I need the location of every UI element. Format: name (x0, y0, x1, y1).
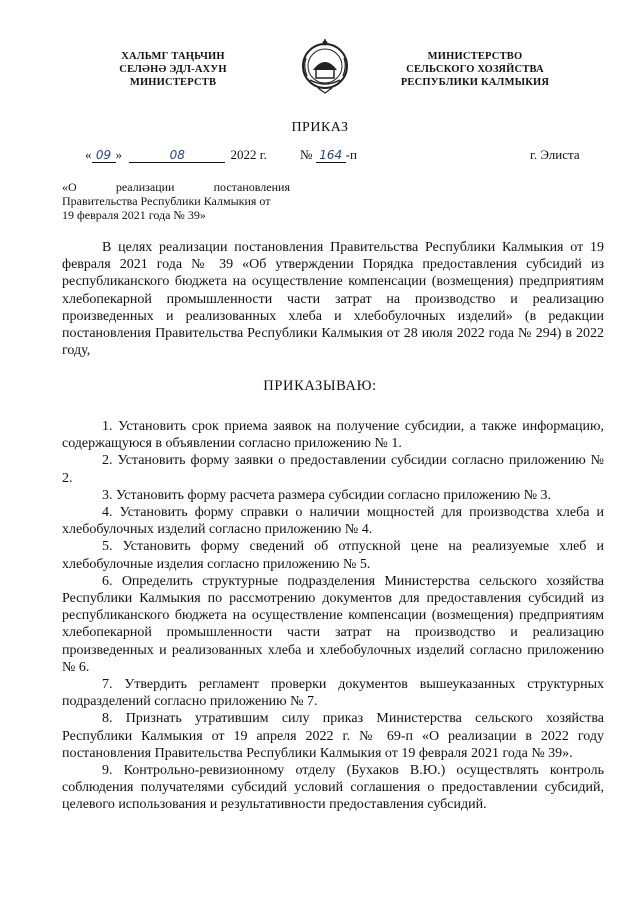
number-suffix: -п (345, 147, 357, 162)
preamble (62, 239, 604, 359)
order-item: 5. Установить форму сведений об отпускной цене на реализуемые хлеб и хлебобулочные изделия согласно приложению № 5. (62, 539, 604, 572)
subject-line: Правительства Республики Калмыкия от (62, 194, 271, 208)
order-item: 2. Установить форму заявки о предоставлении субсидии согласно приложению № 2. (62, 453, 604, 486)
kalmykia-emblem-icon (300, 36, 350, 94)
header-left-line: ХАЛЬМГ ТАҢЬЧИН (121, 51, 225, 62)
ministry-header-russian (390, 50, 560, 89)
order-subject (62, 180, 290, 222)
header-right-line: МИНИСТЕРСТВО (427, 51, 523, 62)
order-directive-heading: ПРИКАЗЫВАЮ: (263, 378, 377, 394)
order-number (300, 147, 357, 163)
order-item: 7. Утвердить регламент проверки документов вышеуказанных структурных подразделений согласно приложению № 7. (62, 677, 604, 710)
subject-word: реализации (115, 180, 175, 194)
order-items (62, 418, 604, 814)
header-right-line: СЕЛЬСКОГО ХОЗЯЙСТВА (406, 64, 544, 75)
order-date: « 09 » 08 2022 г. (85, 147, 267, 162)
order-item: 6. Определить структурные подразделения Министерства сельского хозяйства Республики Калмыкия по рассмотрению документов для предоставления субсидий из республиканского бюджета на осуществление компенсации (возмещения) предприятиям хлебопекарной промышленности части затрат на производство и реализацию произведенных и реализованных хлеба и хлебобулочных изделий согласно приложению № 6. (62, 573, 604, 675)
date-month: 08 (129, 149, 225, 163)
number-prefix: № (300, 147, 313, 162)
subject-word: «О (62, 180, 77, 194)
order-item: 4. Установить форму справки о наличии мощностей для производства хлеба и хлебобулочных изделий согласно приложению № 4. (62, 505, 604, 538)
header-left-line: СЕЛӘНӘ ЭДЛ-АХУН (119, 64, 227, 75)
order-item: 1. Установить срок приема заявок на получение субсидии, а также информацию, содержащуюся в объявлении согласно приложению № 1. (62, 419, 604, 452)
order-item: 9. Контрольно-ревизионному отделу (Бухаков В.Ю.) осуществлять контроль соблюдения получателями субсидий условий соглашения о предоставлении субсидий, целевого использования и результативности предоставления субсидий. (62, 763, 604, 813)
city: г. Элиста (530, 147, 580, 162)
ministry-header-kalmyk (98, 50, 248, 89)
order-item: 3. Установить форму расчета размера субсидии согласно приложению № 3. (102, 487, 552, 503)
subject-word: постановления (213, 180, 290, 194)
document-type-title: ПРИКАЗ (291, 120, 349, 135)
subject-line: 19 февраля 2021 года № 39» (62, 208, 206, 222)
order-item: 8. Признать утратившим силу приказ Министерства сельского хозяйства Республики Калмыкия от 19 апреля 2022 г. № 69-п «О реализации в 2022 году постановления Правительства Республики Калмыкия от 19 февраля 2021 года № 39». (62, 711, 604, 761)
header-right-line: РЕСПУБЛИКИ КАЛМЫКИЯ (400, 77, 550, 88)
number-value: 164 (316, 149, 346, 163)
preamble-paragraph: В целях реализации постановления Правительства Республики Калмыкия от 19 февраля 2021 года № 39 «Об утверждении Порядка предоставления субсидий из республиканского бюджета на осуществление компенсации (возмещения) предприятиям хлебопекарной промышленности части затрат на производство и реализацию произведенных и реализованных хлеба и хлебобулочных изделий» (в редакции постановления Правительства Республики Калмыкия от 28 июля 2022 года № 294) в 2022 году, (62, 240, 604, 359)
header-left-line: МИНИСТЕРСТВ (129, 77, 217, 88)
date-year: 2022 г. (230, 147, 267, 162)
date-day: 09 (92, 149, 116, 163)
